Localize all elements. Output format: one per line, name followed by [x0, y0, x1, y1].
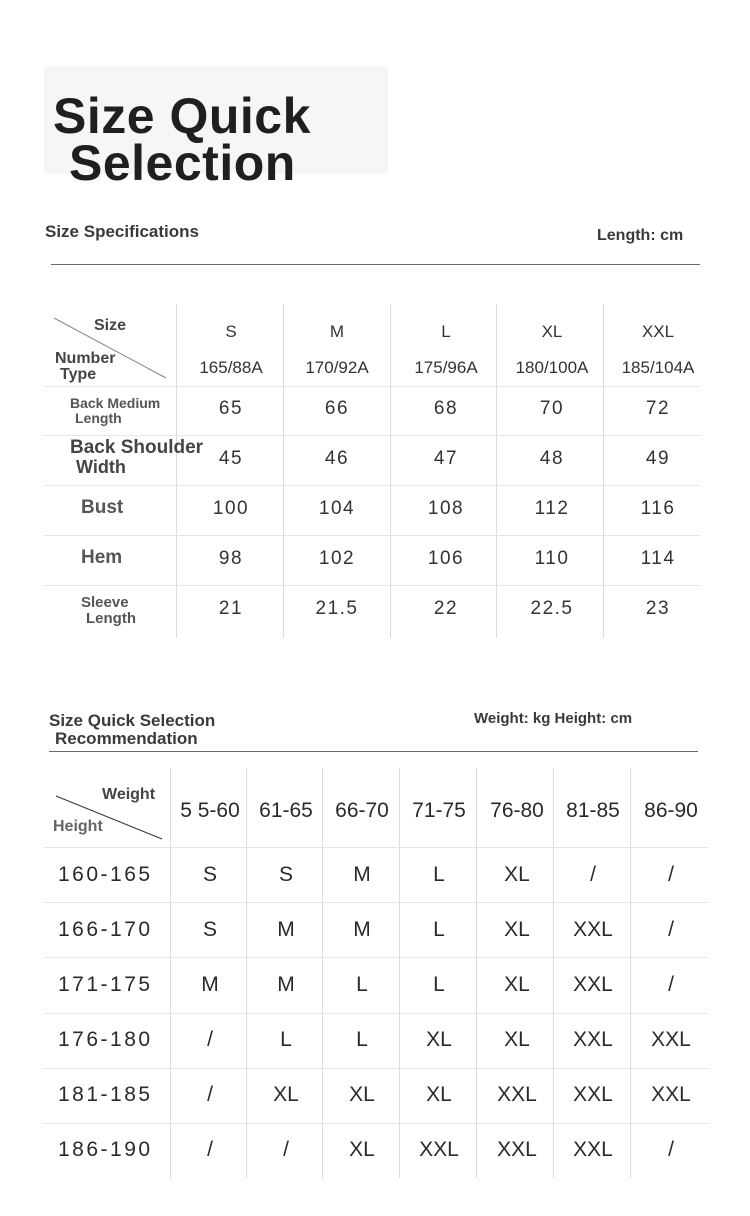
spec-value-cell: 49: [645, 448, 671, 469]
spec-row-divider: [44, 485, 700, 486]
recommend-row-divider: [44, 1013, 708, 1014]
recommended-size-cell: XL: [504, 1028, 530, 1051]
weight-range-header: 76-80: [490, 799, 544, 822]
corner-weight-label: Weight: [102, 786, 156, 803]
size-label: L: [441, 322, 451, 341]
number-type-label: 175/96A: [414, 358, 478, 377]
recommended-size-cell: L: [433, 918, 445, 941]
corner-number-label: Number: [55, 350, 116, 367]
weight-range-header: 71-75: [412, 799, 466, 822]
weight-range-header: 81-85: [566, 799, 620, 822]
specs-heading: Size Specifications: [45, 222, 199, 241]
recommended-size-cell: M: [353, 918, 371, 941]
weight-range-header: 66-70: [335, 799, 389, 822]
recommended-size-cell: /: [207, 1083, 213, 1106]
spec-value-cell: 104: [318, 498, 356, 519]
recommended-size-cell: XL: [273, 1083, 299, 1106]
spec-value-cell: 47: [433, 448, 459, 469]
spec-value-cell: 46: [324, 448, 350, 469]
size-label: M: [329, 322, 345, 341]
spec-value-cell: 21.5: [315, 598, 359, 619]
spec-value-cell: 108: [427, 498, 465, 519]
recommended-size-cell: L: [280, 1028, 292, 1051]
recommended-size-cell: XL: [426, 1083, 452, 1106]
spec-value-cell: 106: [427, 548, 465, 569]
spec-row-divider: [44, 585, 700, 586]
recommended-size-cell: /: [668, 973, 674, 996]
recommended-size-cell: /: [283, 1138, 289, 1161]
recommended-size-cell: S: [202, 918, 217, 941]
recommend-heading-1: Size Quick Selection: [49, 711, 216, 730]
size-label: XL: [541, 322, 563, 341]
recommend-row-divider: [44, 957, 708, 958]
spec-value-cell: 21: [218, 598, 244, 619]
spec-value-cell: 22.5: [530, 598, 574, 619]
spec-col-divider: [176, 304, 177, 638]
specs-divider: [51, 264, 700, 265]
height-range-label: 171-175: [58, 973, 153, 996]
recommended-size-cell: M: [201, 973, 219, 996]
height-range-label: 186-190: [58, 1138, 153, 1161]
corner-type-label: Type: [60, 366, 97, 383]
recommended-size-cell: XXL: [651, 1028, 691, 1051]
spec-col-divider: [496, 304, 497, 638]
spec-value-cell: 68: [433, 398, 459, 419]
weight-range-header: 5 5-60: [180, 799, 240, 822]
spec-col-divider: [603, 304, 604, 638]
recommended-size-cell: /: [207, 1138, 213, 1161]
recommended-size-cell: XL: [504, 918, 530, 941]
title-line-2: Selection: [69, 135, 296, 191]
spec-row-label: Bust: [81, 497, 124, 518]
spec-row-divider: [44, 386, 700, 387]
weight-range-header: 86-90: [644, 799, 698, 822]
recommended-size-cell: XXL: [573, 918, 613, 941]
recommended-size-cell: L: [433, 863, 445, 886]
recommended-size-cell: XXL: [573, 1083, 613, 1106]
height-range-label: 166-170: [58, 918, 153, 941]
number-type-label: 180/100A: [515, 358, 589, 377]
recommended-size-cell: L: [433, 973, 445, 996]
spec-value-cell: 72: [645, 398, 671, 419]
recommended-size-cell: S: [278, 863, 293, 886]
recommended-size-cell: XXL: [573, 973, 613, 996]
spec-value-cell: 112: [534, 498, 570, 519]
recommended-size-cell: /: [590, 863, 596, 886]
spec-value-cell: 110: [534, 548, 570, 569]
size-label: S: [225, 322, 237, 341]
size-label: XXL: [641, 322, 675, 341]
spec-value-cell: 114: [640, 548, 676, 569]
recommended-size-cell: M: [353, 863, 371, 886]
spec-row-divider: [44, 435, 700, 436]
recommend-heading-2: Recommendation: [55, 729, 198, 748]
spec-row-label: Length: [86, 610, 136, 627]
recommended-size-cell: S: [202, 863, 217, 886]
recommended-size-cell: XXL: [573, 1028, 613, 1051]
spec-col-divider: [390, 304, 391, 638]
recommend-unit: Weight: kg Height: cm: [474, 710, 633, 727]
title-line-1: Size Quick: [53, 88, 311, 144]
corner-diagonal-2: [44, 768, 170, 848]
height-range-label: 181-185: [58, 1083, 153, 1106]
weight-range-header: 61-65: [259, 799, 313, 822]
spec-value-cell: 116: [640, 498, 676, 519]
spec-value-cell: 66: [324, 398, 350, 419]
recommended-size-cell: XXL: [651, 1083, 691, 1106]
spec-col-divider: [283, 304, 284, 638]
spec-value-cell: 45: [218, 448, 244, 469]
recommend-row-divider: [44, 1123, 708, 1124]
recommended-size-cell: XXL: [573, 1138, 613, 1161]
spec-row-label: Length: [75, 410, 122, 426]
spec-value-cell: 70: [539, 398, 565, 419]
recommended-size-cell: /: [668, 863, 674, 886]
recommended-size-cell: XXL: [497, 1138, 537, 1161]
specs-unit: Length: cm: [597, 227, 684, 244]
recommended-size-cell: XXL: [419, 1138, 459, 1161]
recommended-size-cell: XL: [349, 1083, 375, 1106]
recommended-size-cell: M: [277, 918, 295, 941]
spec-row-label: Back Medium: [70, 395, 161, 411]
number-type-label: 170/92A: [305, 358, 369, 377]
page-title: [44, 66, 388, 191]
spec-value-cell: 65: [218, 398, 244, 419]
recommended-size-cell: L: [356, 973, 368, 996]
recommended-size-cell: /: [668, 1138, 674, 1161]
recommend-row-divider: [44, 1068, 708, 1069]
spec-row-label: Width: [76, 457, 126, 477]
recommend-divider: [49, 751, 698, 752]
recommended-size-cell: M: [277, 973, 295, 996]
spec-value-cell: 98: [218, 548, 244, 569]
spec-row-label: Hem: [81, 547, 123, 568]
spec-value-cell: 22: [433, 598, 459, 619]
recommended-size-cell: XL: [504, 973, 530, 996]
spec-value-cell: 48: [539, 448, 565, 469]
spec-row-label: Sleeve: [81, 594, 129, 611]
height-range-label: 176-180: [58, 1028, 153, 1051]
spec-row-divider: [44, 535, 700, 536]
corner-size-label: Size: [94, 317, 127, 334]
height-range-label: 160-165: [58, 863, 153, 886]
recommended-size-cell: XXL: [497, 1083, 537, 1106]
number-type-label: 185/104A: [621, 358, 695, 377]
corner-height-label: Height: [53, 818, 103, 835]
spec-row-label: Back Shoulder: [70, 437, 204, 458]
recommended-size-cell: /: [668, 918, 674, 941]
number-type-label: 165/88A: [199, 358, 263, 377]
spec-value-cell: 102: [318, 548, 356, 569]
recommended-size-cell: /: [207, 1028, 213, 1051]
spec-value-cell: 23: [645, 598, 671, 619]
recommended-size-cell: L: [356, 1028, 368, 1051]
recommend-row-divider: [44, 902, 708, 903]
recommended-size-cell: XL: [504, 863, 530, 886]
recommend-row-divider: [44, 847, 708, 848]
spec-value-cell: 100: [212, 498, 250, 519]
recommended-size-cell: XL: [426, 1028, 452, 1051]
recommended-size-cell: XL: [349, 1138, 375, 1161]
